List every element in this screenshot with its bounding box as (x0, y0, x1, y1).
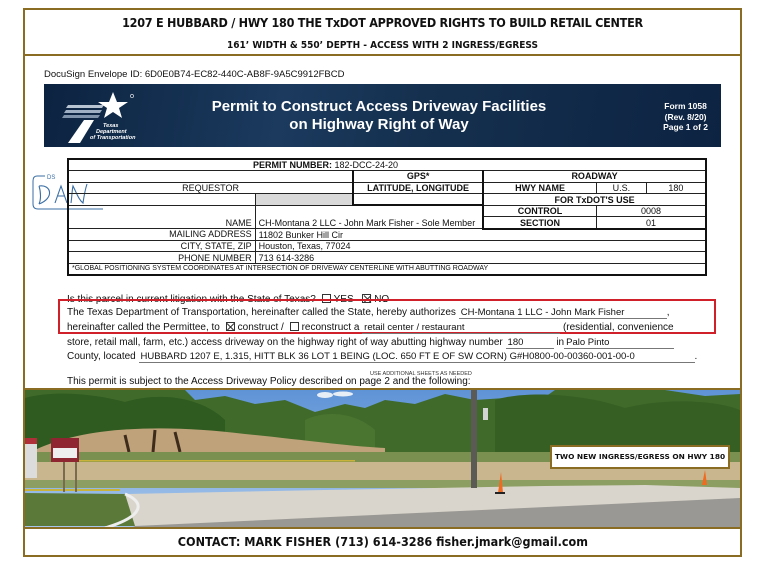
field-label-name: NAME (68, 217, 255, 229)
txdot-banner (44, 84, 721, 147)
permit-number-label: PERMIT NUMBER: (253, 160, 332, 171)
permittee-field[interactable]: CH-Montana 1 LLC - John Mark Fisher (459, 307, 667, 319)
flyer-title: 1207 E HUBBARD / HWY 180 THE TxDOT APPROVED RIGHTS TO BUILD RETAIL CENTER (122, 15, 643, 30)
construct-checkbox[interactable] (226, 322, 235, 331)
field-value-phone: 713 614-3286 (255, 252, 706, 264)
permit-info-table (67, 158, 707, 276)
highway-number-field[interactable]: 180 (506, 337, 554, 349)
policy-subject-text: This permit is subject to the Access Driveway Policy described on page 2 and the following: (67, 376, 471, 387)
hwy-name-label: HWY NAME (483, 182, 596, 194)
svg-text:Texas: Texas (103, 123, 119, 129)
additional-sheets-note: USE ADDITIONAL SHEETS AS NEEDED (370, 371, 472, 377)
control-value: 0008 (597, 205, 706, 217)
authorization-line-4: County, located HUBBARD 1207 E, 1.315, HITT BLK 36 LOT 1 BEING (LOC. 650 FT E OF SW CORN) G#H0800-00-00360-001-00-0 . (67, 351, 698, 362)
section-label: SECTION (483, 217, 596, 229)
section-value: 01 (597, 217, 706, 229)
form-identifier: Form 1058 (Rev. 8/20) Page 1 of 2 (663, 101, 708, 132)
litigation-question: Is this parcel in current litigation with the State of Texas? YES NO (67, 294, 390, 305)
field-value-city-state-zip: Houston, Texas, 77024 (255, 240, 706, 252)
svg-text:of Transportation: of Transportation (90, 135, 136, 141)
authorization-line-3: store, retail mall, farm, etc.) access driveway on the highway right of way abutting highway number 180 in Palo Pinto (67, 337, 674, 349)
authorization-line-2: hereinafter called the Permittee, to construct / reconstruct a retail center / restaurant (residential, convenience (67, 322, 674, 333)
gps-footnote: *GLOBAL POSITIONING SYSTEM COORDINATES AT INTERSECTION OF DRIVEWAY CENTERLINE WITH ABUTTING ROADWAY (68, 263, 706, 275)
txdot-use-header: FOR TxDOT'S USE (483, 194, 706, 206)
hwy-prefix: U.S. (597, 182, 647, 194)
field-label-phone: PHONE NUMBER (68, 252, 255, 264)
contact-footer (25, 529, 740, 555)
flyer-header (25, 10, 740, 56)
roadway-header: ROADWAY (483, 171, 706, 183)
docusign-envelope-id: DocuSign Envelope ID: 6D0E0B74-EC82-440C-AB8F-9A5C9912FBCD (44, 69, 345, 80)
field-value-name: CH-Montana 2 LLC - John Mark Fisher - Sole Member (255, 217, 483, 229)
gps-subheader: LATITUDE, LONGITUDE (353, 182, 483, 194)
location-field[interactable]: HUBBARD 1207 E, 1.315, HITT BLK 36 LOT 1 BEING (LOC. 650 FT E OF SW CORN) G#H0800-00-00360-001-00-0 (139, 351, 695, 363)
authorization-line-1: The Texas Department of Transportation, hereinafter called the State, hereby authorizes CH-Montana 1 LLC - John Mark Fisher , (67, 307, 670, 318)
permit-title: Permit to Construct Access Driveway Facilities on Highway Right of Way (211, 98, 547, 133)
field-label-city-state-zip: CITY, STATE, ZIP (68, 240, 255, 252)
ingress-egress-callout: TWO NEW INGRESS/EGRESS ON HWY 180 (550, 445, 730, 469)
field-label-mailing-address: MAILING ADDRESS (68, 229, 255, 241)
requestor-shaded-field (255, 194, 353, 206)
gps-header: GPS* (353, 171, 483, 183)
gps-value (353, 194, 483, 206)
txdot-logo-icon (58, 89, 148, 144)
permit-number: 182-DCC-24-20 (334, 160, 399, 171)
reconstruct-checkbox[interactable] (290, 322, 299, 331)
hwy-number: 180 (646, 182, 706, 194)
flyer-subtitle: 161’ WIDTH & 550’ DEPTH - ACCESS WITH 2 INGRESS/EGRESS (227, 40, 538, 51)
field-value-mailing-address: 11802 Bunker Hill Cir (255, 229, 706, 241)
flyer-frame (23, 8, 742, 557)
svg-text:DS: DS (47, 175, 56, 181)
control-label: CONTROL (483, 205, 596, 217)
use-type-field[interactable]: retail center / restaurant (362, 322, 560, 334)
requestor-header: REQUESTOR (68, 182, 353, 194)
county-field[interactable]: Palo Pinto (564, 337, 674, 349)
svg-text:Department: Department (96, 129, 127, 135)
site-photo (25, 388, 740, 529)
contact-info: CONTACT: MARK FISHER (713) 614-3286 fisher.jmark@gmail.com (177, 534, 588, 549)
